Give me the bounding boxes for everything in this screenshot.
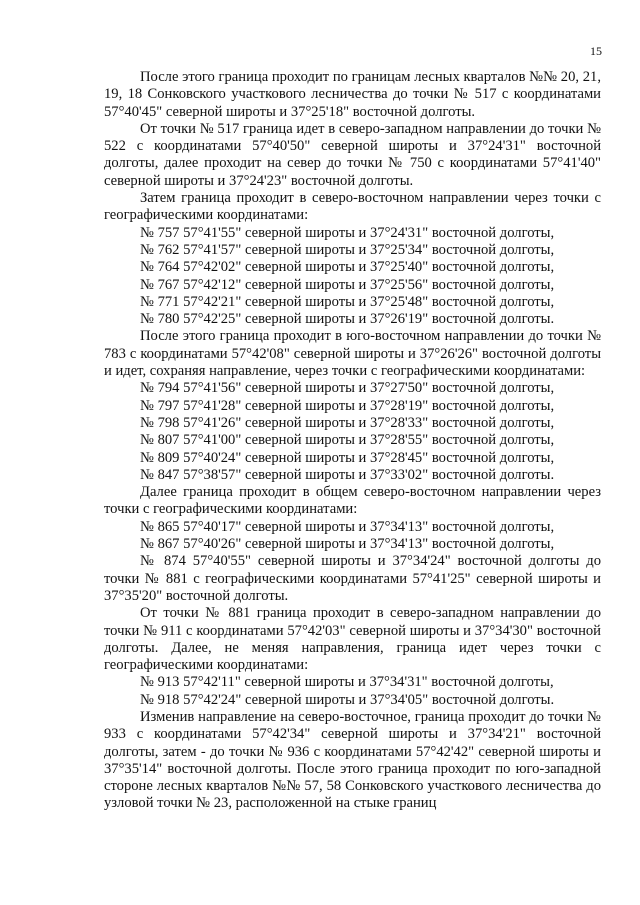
coordinate-list-item: № 762 57°41'57" северной широты и 37°25'34" восточной долготы, <box>140 241 555 258</box>
coordinate-list-item: № 807 57°41'00" северной широты и 37°28'55" восточной долготы, <box>140 432 555 449</box>
body-paragraph: № 874 57°40'55" северной широты и 37°34'24" восточной долготы до точки № 881 с географическими координатами 57°41'25" северной широты и 37°35'20" восточной долготы. <box>104 553 601 604</box>
coordinate-list-item: № 771 57°42'21" северной широты и 37°25'48" восточной долготы, <box>140 293 555 310</box>
coordinate-list-item: № 809 57°40'24" северной широты и 37°28'45" восточной долготы, <box>140 449 555 466</box>
coordinate-list-item: № 865 57°40'17" северной широты и 37°34'13" восточной долготы, <box>140 518 555 535</box>
coordinate-list-item: № 798 57°41'26" северной широты и 37°28'33" восточной долготы, <box>140 414 555 431</box>
coordinate-list-item: № 913 57°42'11" северной широты и 37°34'31" восточной долготы, <box>140 674 554 691</box>
coordinate-list-item: № 847 57°38'57" северной широты и 37°33'02" восточной долготы. <box>140 466 555 483</box>
coordinate-list-item: № 867 57°40'26" северной широты и 37°34'13" восточной долготы, <box>140 536 555 553</box>
body-paragraph: После этого граница проходит по границам лесных кварталов №№ 20, 21, 19, 18 Сонковского участкового лесничества до точки № 517 с координатами 57°40'45" северной широты и 37°25'18" восточной долготы. <box>104 69 601 120</box>
body-paragraph: От точки № 881 граница проходит в северо-западном направлении до точки № 911 с координатами 57°42'03" северной широты и 37°34'30" восточной долготы. Далее, не меняя направления, граница идет через точки с географическими координатами: <box>104 605 601 674</box>
coordinate-list-item: № 757 57°41'55" северной широты и 37°24'31" восточной долготы, <box>140 224 555 241</box>
coordinate-list-item: № 764 57°42'02" северной широты и 37°25'40" восточной долготы, <box>140 259 555 276</box>
coordinate-list-item: № 767 57°42'12" северной широты и 37°25'56" восточной долготы, <box>140 276 555 293</box>
coordinate-list-item: № 794 57°41'56" северной широты и 37°27'50" восточной долготы, <box>140 380 555 397</box>
coordinate-list-item: № 797 57°41'28" северной широты и 37°28'19" восточной долготы, <box>140 397 555 414</box>
coordinate-list-item: № 780 57°42'25" северной широты и 37°26'19" восточной долготы. <box>140 311 555 328</box>
coordinate-list-item: № 918 57°42'24" северной широты и 37°34'05" восточной долготы. <box>140 691 555 708</box>
document-body <box>104 69 601 813</box>
body-paragraph: Далее граница проходит в общем северо-восточном направлении через точки с географическими координатами: <box>104 484 601 518</box>
page-number: 15 <box>590 44 602 58</box>
body-paragraph: После этого граница проходит в юго-восточном направлении до точки № 783 с координатами 57°42'08" северной широты и 37°26'26" восточной долготы и идет, сохраняя направление, через точки с географическими координатами: <box>104 328 601 380</box>
body-paragraph: Затем граница проходит в северо-восточном направлении через точки с географическими координатами: <box>104 190 601 224</box>
body-paragraph: От точки № 517 граница идет в северо-западном направлении до точки № 522 с координатами 57°40'50" северной широты и 37°24'31" восточной долготы, далее проходит на север до точки № 750 с координатами 57°41'40" северной широты и 37°24'23" восточной долготы. <box>104 120 601 189</box>
body-paragraph: Изменив направление на северо-восточное, граница проходит до точки № 933 с координатами 57°42'34" северной широты и 37°34'21" восточной долготы, затем - до точки № 936 с координатами 57°42'42" северной широты и 37°35'14" восточной долготы. После этого граница проходит по юго-западной стороне лесных кварталов №№ 57, 58 Сонковского участкового лесничества до узловой точки № 23, расположенной на стыке границ <box>104 708 601 812</box>
